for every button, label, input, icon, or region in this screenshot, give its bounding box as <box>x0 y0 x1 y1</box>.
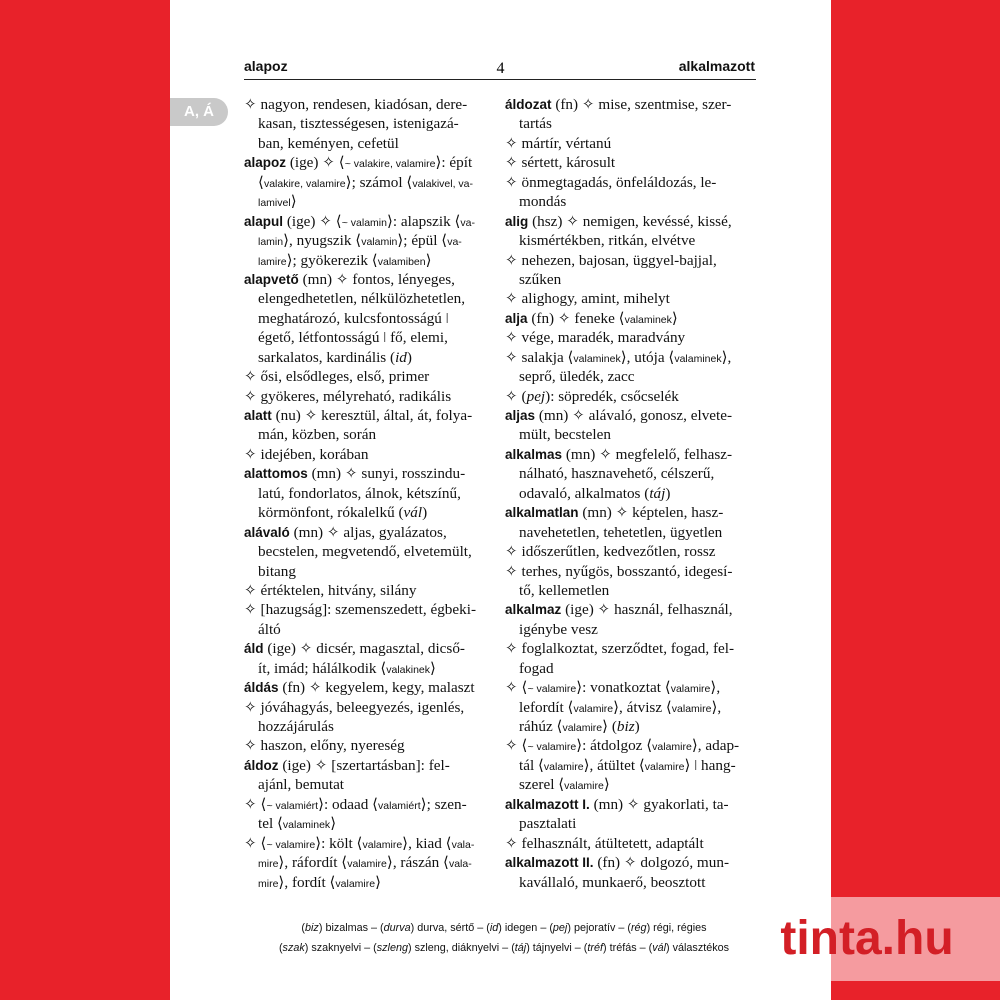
entry-line <box>505 134 756 153</box>
usage-note: valamire <box>543 760 584 773</box>
entry-line <box>244 620 484 639</box>
entry-text: fogad <box>519 659 554 677</box>
entry-text: szerel ⟨ <box>519 776 565 794</box>
entry-text: tartás <box>519 115 552 133</box>
style-label: vál <box>652 942 667 954</box>
right-column <box>505 95 756 892</box>
entry-text: ✧ sértett, károsult <box>505 154 616 172</box>
entry-line <box>244 173 484 192</box>
entry-text: ): söpredék, csőcselék <box>545 387 679 405</box>
entry-line <box>505 698 756 717</box>
entry-text: szűken <box>519 270 562 288</box>
entry-text: ✧ időszerűtlen, kedvezőtlen, rossz <box>505 543 716 561</box>
footer-line <box>244 938 764 958</box>
entry-line <box>244 425 484 444</box>
entry-text: ⟩ <box>671 309 678 327</box>
entry-text: (mn) ✧ sunyi, rosszindu- <box>307 465 466 483</box>
usage-note: ~ valamire <box>527 683 577 696</box>
entry-line <box>505 406 756 425</box>
entry-text: ⟩, átvisz ⟨ <box>613 698 672 716</box>
entry-line <box>505 309 756 328</box>
entry-text: seprő, üledék, zacc <box>519 368 635 386</box>
entry-line <box>505 270 756 289</box>
style-label: tréf <box>587 942 604 954</box>
usage-note: valamin <box>361 236 398 249</box>
entry-line <box>244 503 484 522</box>
usage-note: va- <box>447 236 462 249</box>
entry-text: (fn) ✧ dolgozó, mun- <box>593 854 729 872</box>
usage-note: valamire <box>562 722 603 734</box>
entry-line <box>244 717 484 736</box>
entry-text: ⟩, adap- <box>691 737 740 755</box>
entry-text: ) választékos <box>666 942 730 954</box>
entry-line <box>505 678 756 697</box>
entry-text: ⟩: vonatkoztat ⟨ <box>576 679 671 697</box>
entry-text: ✧ értéktelen, hitvány, silány <box>244 581 417 599</box>
entry-line <box>505 231 756 250</box>
entry-text: ) <box>665 484 671 502</box>
entry-text: ✧ ⟨ <box>244 834 267 852</box>
entry-line <box>244 231 484 250</box>
entry-text: ✧ jóváhagyás, beleegyezés, igenlés, <box>244 698 465 716</box>
entry-text: ⟩: alapszik ⟨ <box>386 212 461 230</box>
entry-text: ) <box>422 504 428 522</box>
headword: alkalmas <box>505 446 563 462</box>
entry-text: ⟩ <box>290 193 297 211</box>
dictionary-page <box>170 0 831 1000</box>
entry-line <box>505 445 756 464</box>
entry-text: kavállaló, munkaerő, beosztott <box>519 873 706 891</box>
entry-text: ⟩, rászán ⟨ <box>386 854 449 872</box>
entry-text: ) régi, régies <box>646 922 707 934</box>
entry-line <box>244 600 484 619</box>
entry-line <box>244 542 484 561</box>
entry-line <box>244 464 484 483</box>
headword: alatt <box>244 408 272 423</box>
entry-line <box>505 775 756 794</box>
entry-line <box>505 853 756 872</box>
usage-note: valaminek <box>282 819 331 832</box>
usage-note: valamire <box>670 683 711 696</box>
headword: alkalmatlan <box>505 505 579 521</box>
entry-line <box>505 348 756 367</box>
entry-line <box>505 581 756 600</box>
entry-line <box>505 834 756 853</box>
entry-text: ⟩ ǀ hang- <box>684 756 736 774</box>
entry-line <box>505 95 756 114</box>
entry-line <box>505 153 756 172</box>
entry-text: (ige) ✧ ⟨ <box>286 154 345 172</box>
usage-note: va- <box>460 216 475 229</box>
entry-text: mán, közben, során <box>258 426 377 444</box>
entry-text: (mn) ✧ képtelen, hasz- <box>578 504 724 522</box>
entry-text: ) bizalmas – ( <box>318 922 384 934</box>
headword: alig <box>505 213 529 229</box>
entry-text: (mn) ✧ gyakorlati, ta- <box>589 795 729 813</box>
entry-text: ) szaknyelvi – ( <box>304 942 377 954</box>
entry-line <box>244 114 484 133</box>
entry-text: ráhúz ⟨ <box>519 718 563 735</box>
entry-text: ⟩: átdolgoz ⟨ <box>576 737 653 755</box>
entry-text: pasztalati <box>519 815 577 833</box>
entry-line <box>244 775 484 794</box>
entry-text: (mn) ✧ aljas, gyalázatos, <box>289 523 447 541</box>
usage-note: lamivel <box>258 197 291 210</box>
entry-line <box>244 756 484 775</box>
entry-text: ) szleng, diáknyelvi – ( <box>407 942 515 954</box>
entry-line <box>244 309 484 328</box>
usage-note: valakivel, va- <box>412 177 474 190</box>
entry-line <box>505 600 756 619</box>
entry-text: ) tréfás – ( <box>603 942 653 954</box>
entry-line <box>244 736 484 755</box>
entry-text: (ige) ✧ dicsér, magasztal, dicső- <box>263 640 465 658</box>
entry-line <box>244 484 484 503</box>
entry-line <box>505 523 756 542</box>
entry-line <box>505 289 756 308</box>
usage-note: valamire <box>335 877 376 890</box>
entry-line <box>244 834 484 853</box>
headword: áld <box>244 641 264 657</box>
entry-line <box>505 251 756 270</box>
entry-text: (ige) ✧ ⟨ <box>283 212 342 230</box>
running-head-right: alkalmazott <box>678 58 755 74</box>
entry-line <box>505 562 756 581</box>
entry-text: ✧ terhes, nyűgös, bosszantó, idegesí- <box>505 562 733 580</box>
entry-text: ⟩, ráfordít ⟨ <box>278 854 348 872</box>
entry-text: tel ⟨ <box>258 815 283 833</box>
entry-text: ⟩, <box>711 698 722 716</box>
entry-text: latú, fondorlatos, álnok, kétszínű, <box>258 484 461 502</box>
entry-text: elengedhetetlen, nélkülözhetetlen, <box>258 290 466 308</box>
entry-text: ✧ ősi, elsődleges, első, primer <box>244 368 430 386</box>
style-label: durva <box>383 922 411 934</box>
usage-note: valaminek <box>573 352 621 365</box>
entry-text: ) idegen – ( <box>498 922 553 934</box>
entry-text: ✧ alighogy, amint, mihelyt <box>505 290 670 308</box>
footer-line <box>244 918 764 938</box>
entry-text: bitang <box>258 562 296 580</box>
entry-text: ( <box>278 942 283 954</box>
usage-note: ~ valamire <box>527 741 577 754</box>
entry-text: odavaló, alkalmatos ( <box>519 484 650 502</box>
entry-text: (fn) ✧ feneke ⟨ <box>527 309 625 327</box>
entry-line <box>505 639 756 658</box>
usage-note: lamin <box>258 236 284 249</box>
entry-text: becstelen, megvetendő, elvetemült, <box>258 543 472 561</box>
entry-text: ⟩; gyökerezik ⟨ <box>286 251 378 269</box>
headword: alkalmazott II. <box>505 855 594 871</box>
entry-text: ) pejoratív – ( <box>567 922 631 934</box>
entry-line <box>244 853 484 872</box>
usage-note: ~ valamin <box>341 216 387 229</box>
usage-note: vala- <box>451 838 475 851</box>
entry-line <box>505 717 756 736</box>
entry-text: ⟩: odaad ⟨ <box>318 795 379 813</box>
entry-text: ⟩, utója ⟨ <box>620 348 675 366</box>
entry-text: ⟩: épít <box>435 154 473 172</box>
style-label: táj <box>514 942 527 954</box>
entry-text: kismértékben, ritkán, elvétve <box>519 232 696 250</box>
entry-line <box>505 425 756 444</box>
entry-text: ⟩, <box>710 679 721 697</box>
entry-text: igénybe vesz <box>519 620 598 638</box>
entry-text: meghatározó, kulcsfontosságú ǀ <box>258 309 449 327</box>
entry-line <box>505 814 756 833</box>
header-rule <box>244 79 756 80</box>
entry-line <box>505 620 756 639</box>
entry-line <box>505 367 756 386</box>
headword: alattomos <box>244 466 308 482</box>
headword: áldoz <box>244 757 279 773</box>
entry-text: (mn) ✧ megfelelő, felhasz- <box>562 445 733 463</box>
entry-text: körmönfont, rókalelkű ( <box>258 504 404 522</box>
entry-text: ) durva, sértő – ( <box>410 922 490 934</box>
entry-text: (ige) ✧ [szertartásban]: fel- <box>278 756 450 774</box>
entry-text: (mn) ✧ fontos, lényeges, <box>298 270 455 288</box>
headword: áldozat <box>505 97 552 112</box>
usage-note: valamire <box>362 838 403 851</box>
entry-text: ⟩ <box>425 251 432 269</box>
entry-text: ✧ önmegtagadás, önfeláldozás, le- <box>505 173 717 191</box>
usage-note: valaminek <box>624 313 672 326</box>
entry-line <box>505 212 756 231</box>
style-label: rég <box>630 922 647 934</box>
headword: alkalmaz <box>505 602 562 618</box>
entry-text: ✧ <box>244 96 261 113</box>
style-label: vál <box>403 504 423 522</box>
entry-text: (mn) ✧ alávaló, gonosz, elvete- <box>535 407 733 424</box>
entry-text: (hsz) ✧ nemigen, kevéssé, kissé, <box>528 212 732 230</box>
entry-text: ban, keményen, cefetül <box>258 134 399 152</box>
entry-line <box>244 562 484 581</box>
usage-note: valaminek <box>674 352 722 365</box>
usage-note: mire <box>258 858 279 871</box>
entry-line <box>244 289 484 308</box>
entry-line <box>505 484 756 503</box>
entry-text: ⟩ <box>430 659 436 677</box>
entry-text: ⟨ <box>258 173 264 191</box>
entry-line <box>505 503 756 522</box>
entry-text: ⟩, átültet ⟨ <box>583 756 645 774</box>
entry-line <box>244 795 484 814</box>
entry-text: lefordít ⟨ <box>519 698 574 716</box>
headword: alapul <box>244 213 284 229</box>
entry-text: ✧ ⟨ <box>505 737 528 755</box>
entry-line <box>505 659 756 678</box>
entry-text: tő, kellemetlen <box>519 581 610 599</box>
entry-line <box>244 328 484 347</box>
usage-note: vala- <box>448 858 472 871</box>
entry-text: ⟩, nyugszik ⟨ <box>283 232 362 250</box>
page-number: 4 <box>496 60 505 77</box>
entry-text: ✧ ⟨ <box>505 679 528 697</box>
entry-text: ) tájnyelvi – ( <box>526 942 588 954</box>
usage-note: mire <box>258 877 279 890</box>
entry-text: ⟩; épül ⟨ <box>397 232 448 250</box>
entry-text: ✧ salakja ⟨ <box>505 348 574 366</box>
entry-line <box>244 445 484 464</box>
usage-note: valamire <box>644 760 685 773</box>
entry-text: ⟩, fordít ⟨ <box>278 873 336 891</box>
headword: áldás <box>244 680 279 696</box>
headword: alapoz <box>244 155 287 171</box>
entry-text: navehetetlen, tehetetlen, ügyetlen <box>519 523 723 541</box>
entry-line <box>244 367 484 386</box>
style-label: táj <box>649 484 666 502</box>
usage-note: valamire <box>652 741 692 754</box>
usage-note: valamiben <box>377 255 426 268</box>
entry-text: mondás <box>519 193 567 211</box>
entry-text: ✧ ( <box>505 387 527 405</box>
left-column <box>244 95 484 892</box>
entry-text: ⟩: költ ⟨ <box>315 834 363 852</box>
entry-line <box>244 659 484 678</box>
entry-text: ✧ gyökeres, mélyreható, radikális <box>244 387 452 405</box>
entry-text: ✧ ⟨ <box>244 795 267 813</box>
style-label: id <box>395 348 407 366</box>
entry-text: ⟩, <box>721 348 732 366</box>
entry-line <box>244 873 484 892</box>
entry-text: (ige) ✧ használ, felhasznál, <box>561 601 733 619</box>
entry-line <box>244 581 484 600</box>
style-label: id <box>489 922 499 934</box>
entry-text: ⟩, kiad ⟨ <box>402 834 452 852</box>
entry-text: ) <box>634 718 640 735</box>
entry-text: ✧ mártír, vértanú <box>505 134 612 152</box>
usage-note: valakinek <box>386 663 431 676</box>
tinta-watermark-logo: tinta.hu <box>734 897 1000 981</box>
style-label: biz <box>616 718 635 735</box>
entry-line <box>505 114 756 133</box>
entry-text: ít, imád; hálálkodik ⟨ <box>258 659 387 677</box>
entry-text: ) <box>406 348 412 366</box>
entry-line <box>505 795 756 814</box>
entry-text: ajánl, bemutat <box>258 776 345 794</box>
usage-note: valamire <box>347 858 387 871</box>
entry-line <box>505 387 756 406</box>
usage-note: valamire <box>564 780 604 793</box>
entry-text: ✧ felhasznált, átültetett, adaptált <box>505 834 704 852</box>
usage-note: valamiért <box>378 799 421 812</box>
alphabet-thumb-tab[interactable]: A, Á <box>170 98 228 126</box>
style-label: pej <box>526 387 546 405</box>
entry-line <box>505 328 756 347</box>
entry-text: égető, létfontosságú ǀ fő, elemi, <box>258 329 448 347</box>
entry-line <box>505 873 756 892</box>
entry-line <box>244 698 484 717</box>
abbreviation-footer <box>244 918 764 958</box>
entry-text: ✧ foglalkoztat, szerződtet, fogad, fel- <box>505 640 735 658</box>
entry-text: ✧ vége, maradék, maradvány <box>505 329 686 347</box>
usage-note: valamire <box>573 702 614 715</box>
usage-note: ~ valamiért <box>266 799 319 812</box>
entry-line <box>244 678 484 697</box>
entry-line <box>505 464 756 483</box>
style-label: biz <box>305 922 319 934</box>
entry-text: ⟩ <box>375 873 382 891</box>
entry-text: tál ⟨ <box>519 756 544 774</box>
entry-line <box>244 192 484 211</box>
entry-text: nagyon, rendesen, kiadósan, dere- <box>260 96 468 113</box>
entry-line <box>244 523 484 542</box>
entry-line <box>244 387 484 406</box>
entry-text: nálható, hasznavehető, célszerű, <box>519 465 715 483</box>
usage-note: ~ valamire <box>266 838 316 851</box>
entry-text: ⟩; szen- <box>420 795 467 813</box>
entry-text: ✧ idejében, korában <box>244 445 369 463</box>
entry-text: sarkalatos, kardinális ( <box>258 348 396 366</box>
entry-line <box>244 406 484 425</box>
usage-note: ~ valakire, valamire <box>344 158 436 171</box>
entry-text: hozzájárulás <box>258 718 334 735</box>
headword: alja <box>505 310 528 326</box>
entry-line <box>244 270 484 289</box>
style-label: szak <box>282 942 305 954</box>
entry-line <box>505 192 756 211</box>
entry-text: (fn) ✧ kegyelem, kegy, malaszt <box>278 679 475 697</box>
entry-line <box>505 542 756 561</box>
entry-line <box>244 814 484 833</box>
usage-note: valamire <box>671 702 712 715</box>
entry-text: ⟩ <box>330 815 337 833</box>
usage-note: valakire, valamire <box>263 177 346 190</box>
entry-text: ⟩; számol ⟨ <box>345 173 413 191</box>
entry-text: ✧ nehezen, bajosan, üggyel-bajjal, <box>505 251 717 269</box>
entry-line <box>244 251 484 270</box>
entry-line <box>244 212 484 231</box>
entry-text: (nu) ✧ keresztül, által, át, folya- <box>271 407 473 424</box>
entry-text: ⟩ ( <box>602 718 617 735</box>
entry-line <box>505 756 756 775</box>
running-head-left: alapoz <box>244 58 288 74</box>
entry-line <box>505 736 756 755</box>
style-label: pej <box>552 922 568 934</box>
headword: alapvető <box>244 271 299 287</box>
entry-text: (fn) ✧ mise, szentmise, szer- <box>551 96 732 113</box>
usage-note: lamire <box>258 255 287 268</box>
entry-line <box>244 153 484 172</box>
entry-text: ✧ haszon, előny, nyereség <box>244 737 405 755</box>
entry-line <box>244 95 484 114</box>
entry-line <box>244 639 484 658</box>
entry-text: ✧ [hazugság]: szemenszedett, égbeki- <box>244 601 477 619</box>
entry-text: mült, becstelen <box>519 426 611 444</box>
style-label: szleng <box>376 942 408 954</box>
entry-line <box>244 348 484 367</box>
headword: alkalmazott I. <box>505 796 590 812</box>
headword: aljas <box>505 408 536 423</box>
entry-text: kasan, tisztességesen, istenigazá- <box>258 115 459 133</box>
entry-line <box>244 134 484 153</box>
entry-text: ⟩ <box>603 776 610 794</box>
entry-text: ( <box>301 922 306 934</box>
entry-text: áltó <box>258 620 281 638</box>
headword: alávaló <box>244 524 290 540</box>
entry-line <box>505 173 756 192</box>
